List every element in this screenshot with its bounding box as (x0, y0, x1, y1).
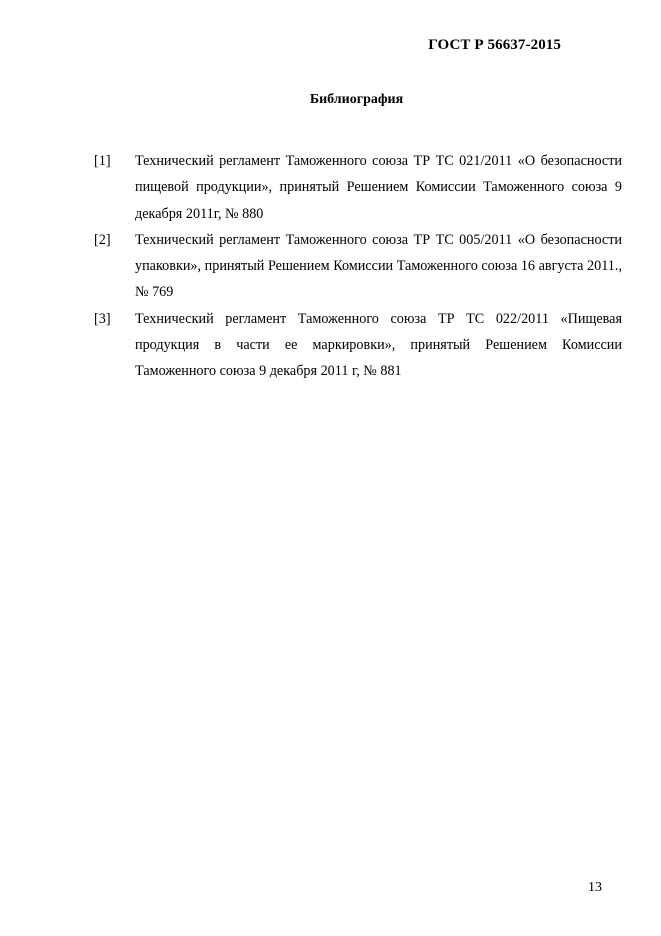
reference-text: Технический регламент Таможенного союза ТР ТС 021/2011 «О безопасности пищевой продукции», принятый Решением Комиссии Таможенного союза 9 декабря 2011г, № 880 (135, 153, 622, 222)
reference-text: Технический регламент Таможенного союза ТР ТС 005/2011 «О безопасности упаковки», принятый Решением Комиссии Таможенного союза 16 августа 2011., № 769 (135, 231, 622, 301)
reference-text: Технический регламент Таможенного союза ТР ТС 022/2011 «Пищевая продукция в части ее маркировки», принятый Решением Комиссии Таможенного союза 9 декабря 2011 г, № 881 (135, 310, 622, 380)
reference-number: [1] (94, 153, 111, 169)
reference-number: [2] (94, 231, 111, 248)
page-title: Библиография (309, 92, 404, 107)
reference-number: [3] (94, 310, 111, 327)
page-number: 13 (588, 880, 602, 895)
document-code: ГОСТ Р 56637-2015 (428, 37, 561, 53)
bibliography-item (94, 227, 622, 306)
bibliography-item (94, 148, 622, 227)
bibliography-list (94, 148, 622, 385)
bibliography-item (94, 306, 622, 385)
